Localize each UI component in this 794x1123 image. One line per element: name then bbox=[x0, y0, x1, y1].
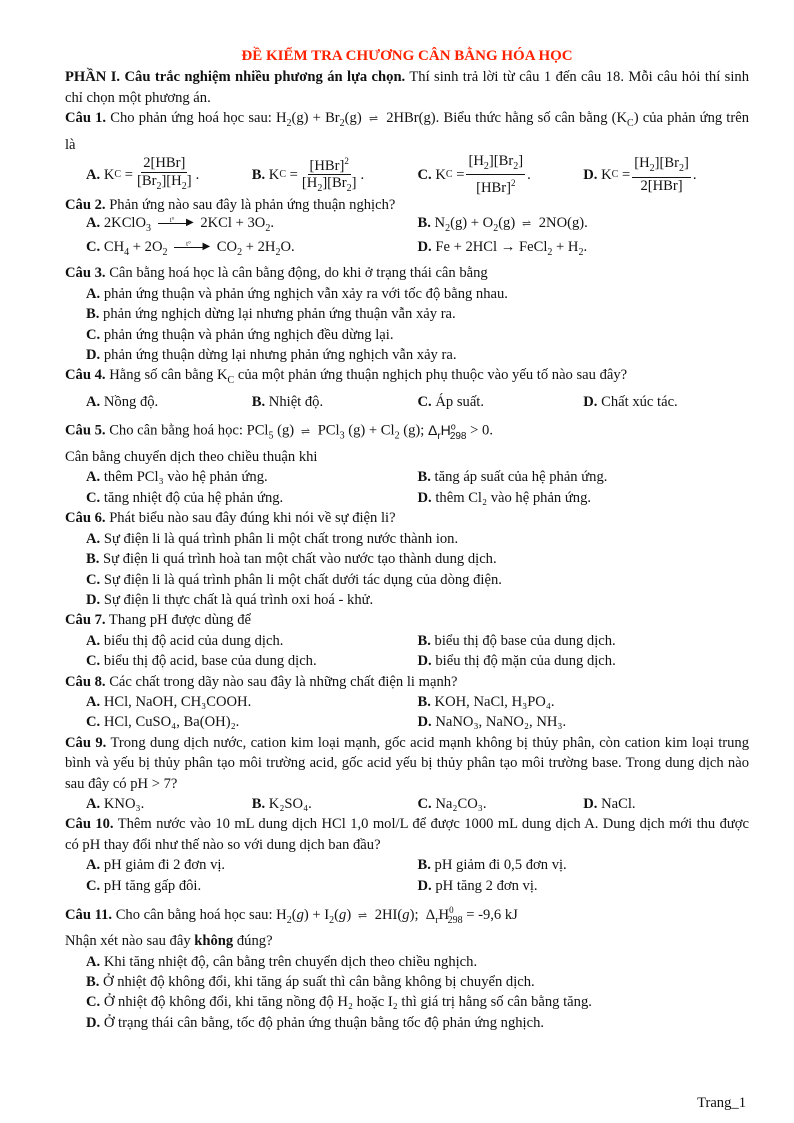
question-3 bbox=[65, 263, 749, 283]
option-letter: C. bbox=[86, 714, 101, 731]
question-text: Cho cân bằng hoá học sau: H bbox=[112, 906, 287, 923]
question-text: Phát biểu nào sau đây đúng khi nói về sự điện li? bbox=[105, 510, 396, 527]
option-a[interactable] bbox=[65, 529, 749, 549]
option-b[interactable] bbox=[252, 392, 418, 412]
q5-options-row1 bbox=[65, 467, 749, 487]
q8-options-row1 bbox=[65, 692, 749, 712]
option-letter: D. bbox=[86, 1014, 101, 1031]
option-letter: B. bbox=[417, 857, 431, 874]
option-text: pH tăng 2 đơn vị. bbox=[435, 877, 538, 894]
option-letter: B. bbox=[417, 215, 431, 232]
page-number: Trang_1 bbox=[697, 1095, 746, 1111]
option-letter: B. bbox=[86, 551, 100, 568]
option-letter: B. bbox=[86, 306, 100, 323]
q5-options-row2 bbox=[65, 488, 749, 508]
option-text: Khi tăng nhiệt độ, cân bằng trên chuyển dịch theo chiều nghịch. bbox=[103, 953, 478, 970]
exam-title: ĐỀ KIỂM TRA CHƯƠNG CÂN BẰNG HÓA HỌC bbox=[241, 48, 573, 64]
option-text: Ở trạng thái cân bằng, tốc độ phản ứng thuận bằng tốc độ phản ứng nghịch. bbox=[103, 1014, 545, 1031]
option-d[interactable] bbox=[418, 488, 750, 508]
question-text: Cân bằng hoá học là cân bằng động, do khi ở trạng thái cân bằng bbox=[105, 265, 488, 282]
option-letter: D. bbox=[86, 591, 101, 608]
option-letter: A. bbox=[86, 632, 101, 649]
question-text: ) của phản ứng trên là bbox=[65, 110, 749, 153]
option-d[interactable] bbox=[583, 794, 749, 814]
option-b[interactable] bbox=[418, 692, 750, 712]
equilibrium-arrow-icon: ⇌ bbox=[521, 218, 533, 231]
question-9 bbox=[65, 733, 749, 794]
option-text: HCl, NaOH, CH₃COOH. bbox=[103, 693, 252, 710]
question-text: Trong dung dịch nước, cation kim loại mạnh, gốc acid mạnh không bị thủy phân, còn cation kim loại trung bình và yếu bị thủy phân tạo môi trường acid, gốc acid yếu bị thủy phân tạo môi trường base. Trong dung dịch nào sau đây có pH > 7? bbox=[65, 734, 749, 792]
option-c[interactable] bbox=[65, 325, 749, 345]
question-label: Câu 7. bbox=[65, 612, 106, 629]
question-label: Câu 5. bbox=[65, 422, 106, 439]
option-c[interactable] bbox=[65, 570, 749, 590]
question-text: đúng? bbox=[233, 933, 273, 950]
option-b[interactable] bbox=[418, 855, 750, 875]
option-letter: C. bbox=[86, 326, 101, 343]
option-letter: D. bbox=[417, 714, 432, 731]
option-b[interactable] bbox=[65, 304, 749, 324]
question-1: Câu 1. Cho phản ứng hoá học sau: $H_2(g) + Br_2(g)$ ⇌ 2HBr(g). Biểu thức hằng số cân bằng $(K_C)$ của phản ứng trên là bbox=[65, 110, 749, 153]
option-text: Áp suất. bbox=[435, 393, 485, 410]
option-a[interactable] bbox=[65, 952, 749, 972]
option-letter: D. bbox=[417, 239, 432, 256]
option-a[interactable] bbox=[86, 692, 418, 712]
option-letter: A. bbox=[86, 795, 101, 812]
option-letter: C. bbox=[86, 877, 101, 894]
question-text: Phản ứng nào sau đây là phản ứng thuận nghịch? bbox=[105, 196, 396, 213]
option-text: Sự điện li thực chất là quá trình oxi hoá - khử. bbox=[103, 591, 374, 608]
option-a[interactable] bbox=[86, 794, 252, 814]
option-text: pH giảm đi 0,5 đơn vị. bbox=[434, 857, 567, 874]
option-text: pH giảm đi 2 đơn vị. bbox=[103, 857, 226, 874]
option-text: KNO₃. bbox=[103, 795, 145, 812]
option-text: HCl, CuSO₄, Ba(OH)₂. bbox=[103, 714, 240, 731]
option-text: thêm PCl₃ vào hệ phản ứng. bbox=[103, 469, 268, 486]
question-label: Câu 9. bbox=[65, 734, 107, 751]
option-text: tăng áp suất của hệ phản ứng. bbox=[434, 469, 608, 486]
question-7 bbox=[65, 610, 749, 630]
question-label: Câu 11. bbox=[65, 906, 113, 923]
q10-options-row1 bbox=[65, 855, 749, 875]
option-letter: A. bbox=[86, 469, 101, 486]
option-letter: B. bbox=[251, 166, 266, 183]
option-letter: C. bbox=[86, 489, 101, 506]
part1-text: Thí sinh trả lời từ câu 1 đến câu 18. Mỗi câu hỏi thí sinh chỉ chọn một phương án. bbox=[65, 69, 749, 106]
option-text: NaNO₃, NaNO₂, NH₃. bbox=[435, 714, 567, 731]
option-c[interactable] bbox=[86, 712, 418, 732]
question-text: Thang pH được dùng để bbox=[105, 612, 252, 629]
option-text: Ở nhiệt độ không đổi, khi tăng nồng độ H₂ hoặc I₂ thì giá trị hằng số cân bằng tăng. bbox=[103, 994, 592, 1011]
equilibrium-arrow-icon: ⇌ bbox=[368, 113, 380, 126]
option-b[interactable]: B. K C = $\frac{[HBr]^2}{[H_2][Br_2]}$ . bbox=[252, 153, 418, 198]
option-c[interactable] bbox=[86, 876, 418, 896]
option-c[interactable] bbox=[65, 992, 749, 1012]
question-11: Câu 11. Cho cân bằng hoá học sau: $H_2(g) + I_2(g)$ ⇌ 2HI(g); $\Delta_rH^0_{298} = -9,6$ kJ bbox=[65, 905, 518, 926]
option-text: Chất xúc tác. bbox=[601, 393, 678, 410]
question-label: Câu 8. bbox=[65, 673, 106, 690]
option-a[interactable]: A. 2KClO$_3$ t° ▶ $2KCl + 3O_2$. bbox=[86, 215, 274, 234]
option-a[interactable] bbox=[65, 284, 749, 304]
option-letter: D. bbox=[583, 166, 598, 183]
option-b[interactable]: B. $N_2(g) + O_2(g)$ ⇌ 2NO(g). bbox=[417, 215, 588, 234]
option-letter: A. bbox=[86, 166, 101, 183]
part1-intro bbox=[65, 67, 749, 108]
option-text: phản ứng thuận và phản ứng nghịch đều dừng lại. bbox=[103, 326, 394, 343]
option-letter: D. bbox=[417, 489, 432, 506]
option-text: KOH, NaCl, H₃PO₄. bbox=[434, 693, 555, 710]
option-letter: B. bbox=[251, 393, 266, 410]
option-letter: A. bbox=[86, 215, 101, 232]
option-c[interactable]: C. $CH_4 + 2O_2$ t° ▶ $CO_2 + 2H_2O$. bbox=[86, 239, 295, 258]
q7-options-row2 bbox=[65, 651, 749, 671]
option-b[interactable] bbox=[65, 972, 749, 992]
option-d[interactable] bbox=[418, 876, 750, 896]
option-letter: D. bbox=[583, 795, 598, 812]
equilibrium-arrow-icon: ⇌ bbox=[300, 425, 312, 438]
option-letter: C. bbox=[417, 795, 432, 812]
option-text: biểu thị độ acid, base của dung dịch. bbox=[103, 653, 317, 670]
question-text: của một phản ứng thuận nghịch phụ thuộc vào yếu tố nào sau đây? bbox=[234, 367, 628, 384]
question-text: Các chất trong dãy nào sau đây là những chất điện li mạnh? bbox=[105, 673, 458, 690]
question-text: Thêm nước vào 10 mL dung dịch HCl 1,0 mol/L để được 1000 mL dung dịch A. Dung dịch mới thu được có pH thay đổi như thế nào so với dung dịch ban đầu? bbox=[65, 816, 750, 853]
reaction-arrow-icon: t° ▶ bbox=[158, 217, 194, 227]
option-text: Sự điện li là quá trình phân li một chất trong nước thành ion. bbox=[103, 530, 459, 547]
question-5: Câu 5. Cho cân bằng hoá học: PCl$_5$ (g) ⇌ PCl$_3$ $(g) + Cl_2$ (g); $\Delta_rH^o_{298} > 0$. bbox=[65, 421, 493, 442]
question-text: Hằng số cân bằng K bbox=[105, 367, 228, 384]
option-d[interactable] bbox=[65, 590, 749, 610]
option-letter: A. bbox=[86, 393, 101, 410]
option-letter: B. bbox=[86, 973, 100, 990]
option-letter: A. bbox=[86, 857, 101, 874]
option-a[interactable] bbox=[86, 855, 418, 875]
option-text: phản ứng nghịch dừng lại nhưng phản ứng thuận vẫn xảy ra. bbox=[103, 306, 456, 323]
option-c[interactable] bbox=[418, 794, 584, 814]
question-11-prompt bbox=[65, 931, 749, 951]
option-text: K₂SO₄. bbox=[268, 795, 312, 812]
option-d[interactable] bbox=[583, 392, 749, 412]
option-a[interactable] bbox=[86, 467, 418, 487]
part1-heading: PHẦN I. Câu trắc nghiệm nhiều phương án lựa chọn. bbox=[65, 69, 406, 86]
option-text: tăng nhiệt độ của hệ phản ứng. bbox=[103, 489, 284, 506]
option-text: pH tăng gấp đôi. bbox=[103, 877, 202, 894]
option-b[interactable] bbox=[418, 631, 750, 651]
option-letter: C. bbox=[417, 393, 432, 410]
option-letter: C. bbox=[86, 571, 101, 588]
option-text: Nhiệt độ. bbox=[268, 393, 324, 410]
question-text: Nhận xét nào sau đây bbox=[65, 933, 195, 950]
question-label: Câu 4. bbox=[65, 367, 106, 384]
option-letter: D. bbox=[86, 346, 101, 363]
question-label: Câu 10. bbox=[65, 816, 114, 833]
option-c[interactable] bbox=[418, 392, 584, 412]
option-text: Sự điện li là quá trình phân li một chất dưới tác dụng của dòng điện. bbox=[103, 571, 502, 588]
option-letter: B. bbox=[417, 469, 431, 486]
option-c[interactable] bbox=[86, 651, 418, 671]
option-a[interactable] bbox=[86, 392, 252, 412]
question-text-emphasis: không bbox=[194, 933, 234, 950]
option-d[interactable]: D. Fe + 2HCl → FeCl$_2$ + $H_2$. bbox=[417, 239, 588, 258]
option-b[interactable] bbox=[65, 549, 749, 569]
reaction-arrow-icon: t° ▶ bbox=[174, 241, 210, 251]
option-text: Sự điện li quá trình hoà tan một chất vào nước tạo thành dung dịch. bbox=[103, 551, 497, 568]
option-letter: B. bbox=[417, 693, 431, 710]
option-text: biểu thị độ acid của dung dịch. bbox=[103, 632, 284, 649]
option-d[interactable] bbox=[65, 1013, 749, 1033]
option-c[interactable] bbox=[86, 488, 418, 508]
question-label: Câu 1. bbox=[65, 110, 107, 127]
option-letter: D. bbox=[417, 877, 432, 894]
question-text: Cho phản ứng hoá học sau: H bbox=[106, 110, 287, 127]
option-letter: A. bbox=[86, 953, 101, 970]
option-a[interactable] bbox=[86, 631, 418, 651]
option-letter: C. bbox=[86, 994, 101, 1011]
q7-options-row1 bbox=[65, 631, 749, 651]
option-letter: A. bbox=[86, 530, 101, 547]
q2-options-row2 bbox=[65, 239, 749, 263]
question-label: Câu 3. bbox=[65, 265, 106, 282]
option-d[interactable]: D. K C = $\frac{[H_2][Br_2]}{\text{2[HBr]}}$ . bbox=[583, 154, 697, 194]
option-text: NaCl. bbox=[601, 795, 636, 812]
question-text: Cân bằng chuyển dịch theo chiều thuận khi bbox=[65, 449, 318, 466]
option-letter: A. bbox=[86, 285, 101, 302]
option-d[interactable] bbox=[65, 345, 749, 365]
question-label: Câu 6. bbox=[65, 510, 106, 527]
option-text: phản ứng thuận dừng lại nhưng phản ứng nghịch vẫn xảy ra. bbox=[103, 346, 457, 363]
option-c[interactable]: C. K C = $\frac{[H_2][Br_2]}{[HBr]^2}$ . bbox=[417, 152, 531, 197]
q10-options-row2 bbox=[65, 876, 749, 896]
option-letter: C. bbox=[86, 653, 101, 670]
q2-options-row1 bbox=[65, 215, 749, 239]
option-text: biểu thị độ mặn của dung dịch. bbox=[435, 653, 616, 670]
option-d[interactable] bbox=[418, 651, 750, 671]
option-text: biểu thị độ base của dung dịch. bbox=[434, 632, 616, 649]
q8-options-row2 bbox=[65, 712, 749, 732]
question-4: Câu 4. Hằng số cân bằng $K_C$ của một phản ứng thuận nghịch phụ thuộc vào yếu tố nào sau đây? bbox=[65, 367, 628, 387]
option-text: Nồng độ. bbox=[103, 393, 159, 410]
question-10 bbox=[65, 814, 749, 855]
option-d[interactable] bbox=[418, 712, 750, 732]
option-b[interactable] bbox=[252, 794, 418, 814]
question-8 bbox=[65, 672, 749, 692]
option-text: Ở nhiệt độ không đổi, khi tăng áp suất thì cân bằng không bị chuyển dịch. bbox=[103, 973, 535, 990]
q4-options bbox=[65, 392, 749, 412]
option-letter: B. bbox=[251, 795, 266, 812]
question-6 bbox=[65, 508, 749, 528]
option-text: Na₂CO₃. bbox=[435, 795, 487, 812]
option-a[interactable]: A. K C = $\frac{\text{2[HBr]}}{[Br_2][H_2]}$ . bbox=[86, 154, 200, 192]
option-letter: C. bbox=[86, 239, 101, 256]
exam-content bbox=[65, 46, 749, 1033]
option-letter: C. bbox=[417, 166, 432, 183]
question-label: Câu 2. bbox=[65, 196, 106, 213]
option-letter: A. bbox=[86, 693, 101, 710]
question-text: 2HBr(g). Biểu thức hằng số cân bằng (K bbox=[386, 110, 628, 127]
equilibrium-arrow-icon: ⇌ bbox=[357, 909, 369, 922]
q1-options bbox=[65, 152, 749, 197]
option-letter: D. bbox=[583, 393, 598, 410]
option-letter: B. bbox=[417, 632, 431, 649]
option-text: thêm Cl₂ vào hệ phản ứng. bbox=[435, 489, 592, 506]
option-letter: D. bbox=[417, 653, 432, 670]
q9-options bbox=[65, 794, 749, 814]
option-b[interactable] bbox=[418, 467, 750, 487]
option-text: phản ứng thuận và phản ứng nghịch vẫn xảy ra với tốc độ bằng nhau. bbox=[103, 285, 508, 302]
